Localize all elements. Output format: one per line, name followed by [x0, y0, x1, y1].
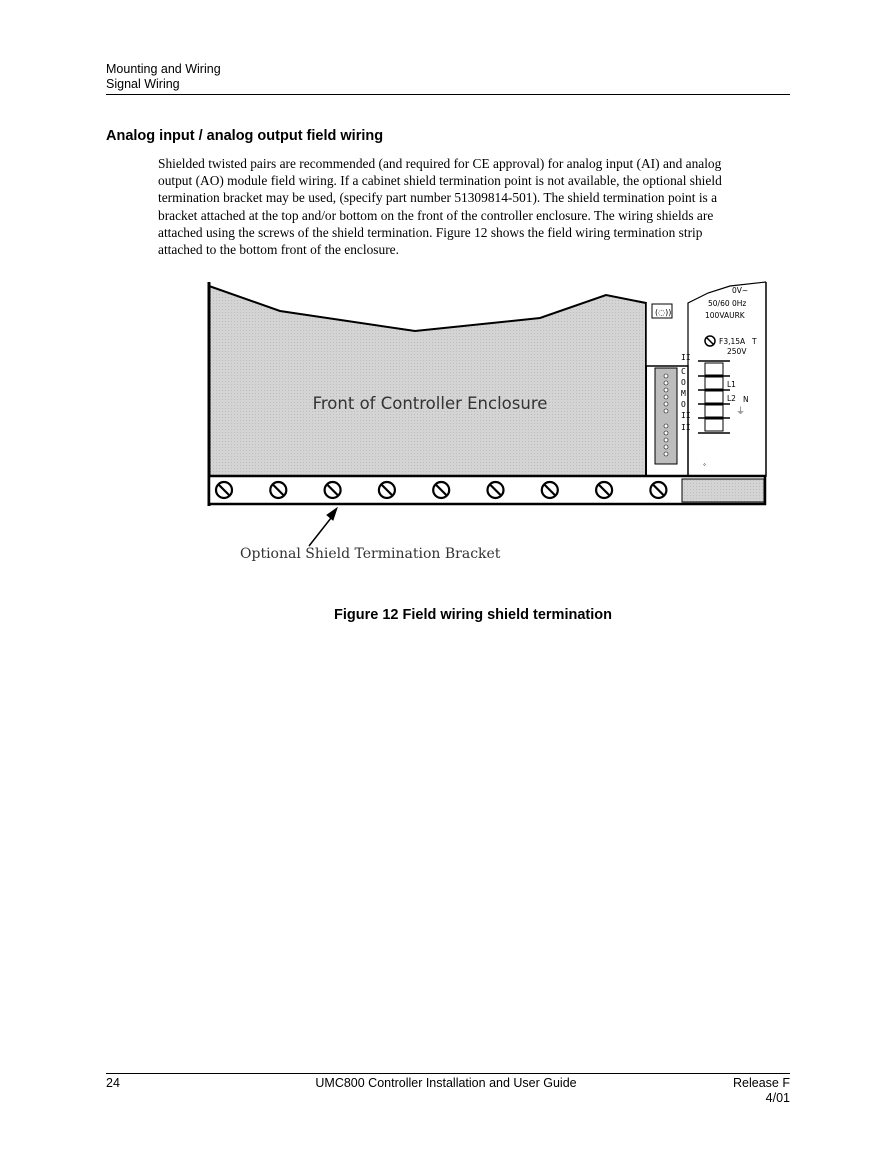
svg-text:O: O: [681, 400, 686, 409]
paragraph-line: bracket attached at the top and/or bottom on the front of the controller enclosure. The wiring shields are: [158, 207, 714, 223]
fuse-type-label: T: [752, 337, 757, 346]
paragraph-line: attached to the bottom front of the enclosure.: [158, 242, 399, 258]
shield-termination-bracket: [209, 476, 765, 504]
fuse-voltage-label: 250V: [727, 347, 747, 356]
release-label: Release F: [733, 1076, 790, 1090]
power-terminal-area: [646, 282, 766, 476]
release-date: 4/01: [765, 1091, 790, 1105]
svg-text:(◌)): (◌)): [655, 308, 672, 317]
terminal-l1-label: L1: [727, 380, 736, 389]
svg-text:II: II: [681, 423, 691, 432]
header-chapter: Mounting and Wiring: [106, 62, 221, 76]
paragraph-line: output (AO) module field wiring. If a cabinet shield termination point is not available, the optional shield: [158, 173, 722, 189]
svg-text:°: °: [703, 463, 706, 470]
page-number: 24: [106, 1076, 120, 1090]
frequency-label: 50/60 0Hz: [708, 299, 747, 308]
svg-text:M: M: [681, 389, 686, 398]
footer-rule: [106, 1073, 790, 1074]
svg-text:II: II: [681, 411, 691, 420]
svg-text:II: II: [681, 353, 691, 362]
enclosure-front: [209, 286, 646, 476]
fuse-label: F3,15A: [719, 337, 746, 346]
section-heading: Analog input / analog output field wiring: [106, 128, 384, 144]
paragraph-line: Shielded twisted pairs are recommended (and required for CE approval) for analog input (AI) and analog: [158, 156, 722, 171]
rating-label: 100VAURK: [705, 311, 745, 320]
terminal-n-label: N: [743, 395, 749, 404]
paragraph-line: termination bracket may be used, (specify part number 51309814-501). The shield termination point is a: [158, 190, 718, 206]
footer-doc-title: UMC800 Controller Installation and User Guide: [315, 1076, 577, 1090]
header-rule: [106, 94, 790, 95]
footer-release: [733, 1076, 790, 1106]
running-header: [106, 62, 221, 92]
svg-text:C: C: [681, 367, 686, 376]
bracket-arrow: [309, 508, 337, 546]
svg-text:O: O: [681, 378, 686, 387]
body-paragraph: [158, 155, 786, 258]
header-section: Signal Wiring: [106, 77, 180, 91]
bracket-label: Optional Shield Termination Bracket: [240, 546, 501, 562]
voltage-label: 0V~: [732, 286, 749, 295]
enclosure-label: Front of Controller Enclosure: [312, 394, 548, 413]
paragraph-line: attached using the screws of the shield termination. Figure 12 shows the field wiring termination strip: [158, 224, 703, 240]
figure-caption: Figure 12 Field wiring shield termination: [334, 607, 612, 623]
shield-termination-figure: [200, 278, 780, 578]
terminal-l2-label: L2: [727, 394, 736, 403]
ground-icon: ⏚: [736, 407, 746, 417]
